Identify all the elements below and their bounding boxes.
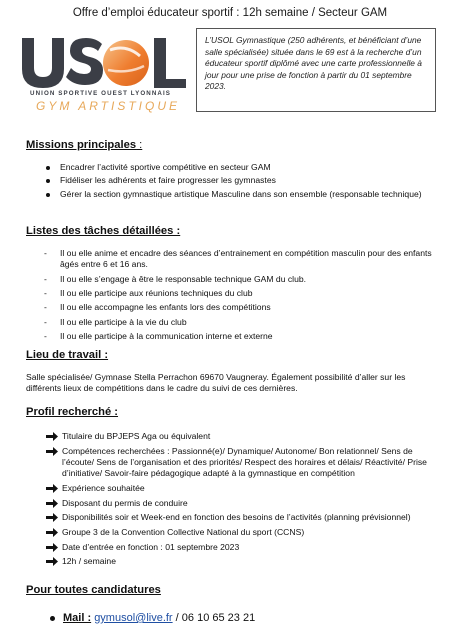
profile-item-text: Disposant du permis de conduire (62, 497, 188, 508)
profile-item-text: Expérience souhaitée (62, 482, 145, 493)
list-item (46, 431, 438, 442)
mail-label: Mail : (63, 612, 92, 624)
workplace-heading: Lieu de travail : (26, 349, 109, 361)
arrow-right-icon (46, 513, 58, 522)
profile-item-text: Compétences recherchées : Passionné(e)/ Dynamique/ Autonome/ Bon relationnel/ Sens de l’écoute/ Sens de l’organisation et des priorités/ Respect des horaires et délais/ Réactivité/ Prise d’initiative/ Savoir-faire pédagogique adapté à la gymnastique en compétition (62, 445, 427, 479)
arrow-right-icon (46, 447, 58, 456)
contact-line (50, 611, 255, 626)
list-item: Gérer la section gymnastique artistique Masculine dans son ensemble (responsable technique) (46, 189, 436, 200)
profile-item-text: Groupe 3 de la Convention Collective National du sport (CCNS) (62, 526, 305, 537)
list-item (46, 512, 438, 523)
list-item: - Il ou elle participe aux réunions techniques du club (44, 288, 434, 299)
arrow-right-icon (46, 557, 58, 566)
list-item: Fidéliser les adhérents et faire progresser les gymnastes (46, 175, 436, 186)
logo-subtitle: UNION SPORTIVE OUEST LYONNAIS (30, 90, 171, 97)
missions-list (46, 162, 436, 202)
bullet-icon (50, 616, 55, 621)
profile-item-text: Date d’entrée en fonction : 01 septembre 2023 (62, 541, 240, 552)
list-item: - Il ou elle accompagne les enfants lors des compétitions (44, 302, 434, 313)
profile-list (46, 431, 438, 571)
arrow-right-icon (46, 499, 58, 508)
list-item: - Il ou elle s’engage à être le responsable technique GAM du club. (44, 274, 434, 285)
list-item: - Il ou elle participe à la vie du club (44, 317, 434, 328)
profile-item-text: Disponibilités soir et Week-end en fonction des besoins de l’activités (planning prévisionnel) (62, 512, 411, 523)
workplace-text: Salle spécialisée/ Gymnase Stella Perrachon 69670 Vaugneray. Également possibilité d’aller sur les différents lieux de compétitions dans le cadre du suivi de ces dernières. (26, 372, 406, 394)
logo-tagline: GYM ARTISTIQUE (36, 99, 181, 113)
email-link[interactable]: gymusol@live.fr (94, 612, 173, 624)
arrow-right-icon (46, 528, 58, 537)
list-item (46, 542, 438, 553)
profile-heading: Profil recherché : (26, 406, 119, 418)
arrow-right-icon (46, 543, 58, 552)
profile-item-text: 12h / semaine (62, 556, 116, 567)
arrow-right-icon (46, 484, 58, 493)
applications-heading: Pour toutes candidatures (26, 584, 161, 596)
missions-heading: Missions principales : (26, 139, 143, 151)
list-item: Encadrer l’activité sportive compétitive en secteur GAM (46, 162, 436, 173)
tasks-list (44, 248, 434, 345)
list-item (46, 483, 438, 494)
arrow-right-icon (46, 432, 58, 441)
list-item (46, 527, 438, 538)
list-item (46, 556, 438, 567)
list-item: - Il ou elle participe à la communication interne et externe (44, 331, 434, 342)
profile-item-text: Titulaire du BPJEPS Aga ou équivalent (62, 431, 211, 441)
contact-separator: / (172, 612, 182, 624)
list-item (46, 498, 438, 509)
list-item: - Il ou elle anime et encadre des séances d’entrainement en compétition masculin pour des enfants âgés entre 6 et 16 ans. (44, 248, 434, 271)
page-title: Offre d’emploi éducateur sportif : 12h semaine / Secteur GAM (72, 7, 388, 19)
phone-number: 06 10 65 23 21 (181, 612, 256, 624)
intro-box: L’USOL Gymnastique (250 adhérents, et bénéficiant d’une salle spécialisée) située dans le 69 est à la recherche d’un éducateur sportif diplômé avec une carte professionnelle à jour pour une prise de fonction à partir du 01 septembre 2023. (196, 28, 436, 112)
list-item (46, 446, 438, 480)
tasks-heading: Listes des tâches détaillées : (26, 225, 181, 237)
